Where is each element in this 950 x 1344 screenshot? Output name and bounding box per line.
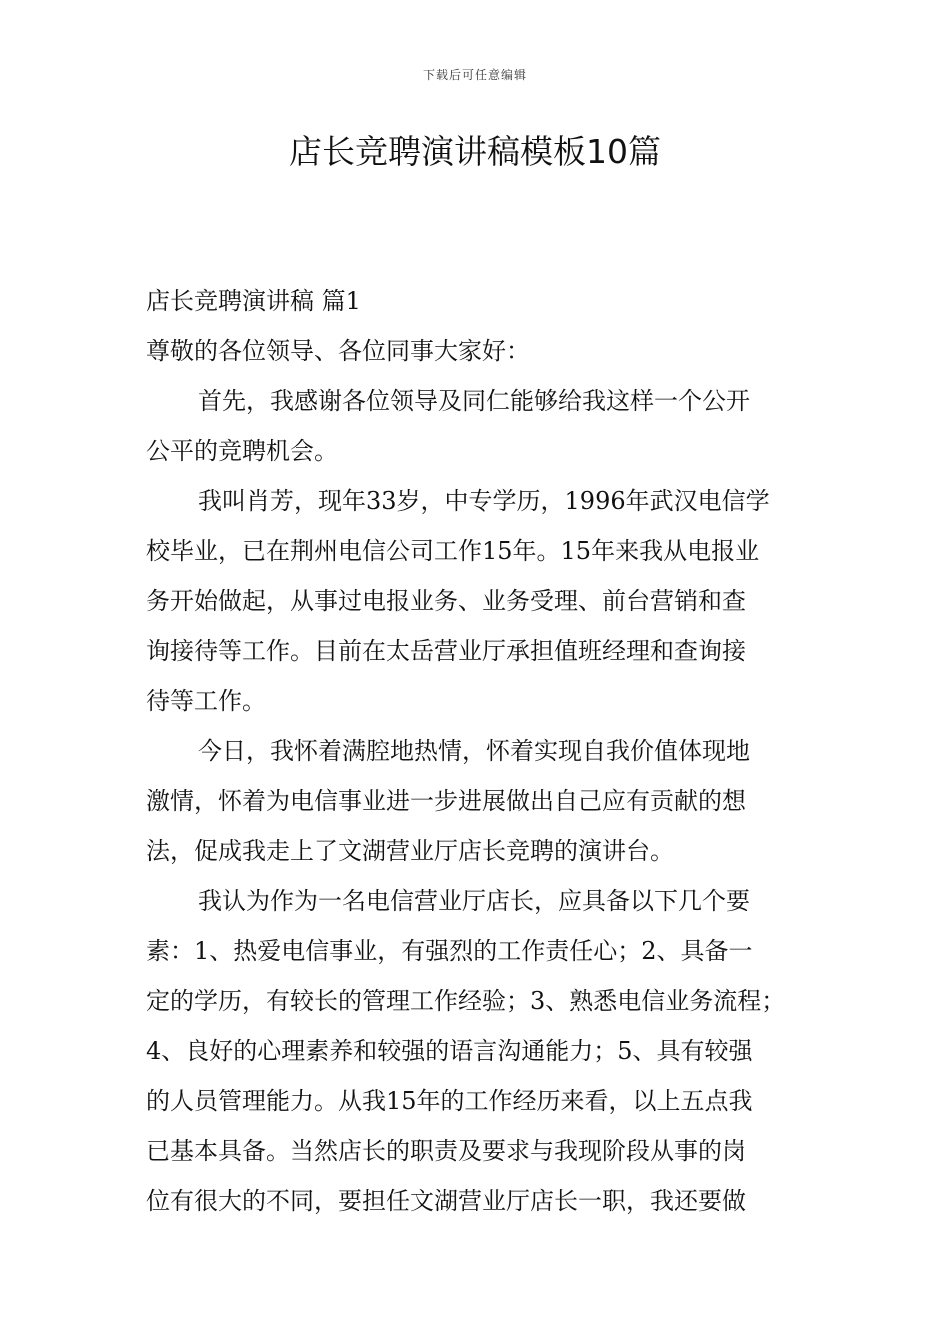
paragraph-line: 待等工作。 [146,687,266,715]
paragraph-line: 我认为作为一名电信营业厅店长，应具备以下几个要 [198,887,750,915]
paragraph-line: 今日，我怀着满腔地热情，怀着实现自我价值体现地 [198,737,750,765]
header-note: 下载后可任意编辑 [422,68,527,82]
paragraph-line: 校毕业，已在荆州电信公司工作15年。15年来我从电报业 [146,537,760,565]
paragraph-line: 4、良好的心理素养和较强的语言沟通能力；5、具有较强 [146,1037,753,1065]
paragraph-line: 我叫肖芳，现年33岁，中专学历，1996年武汉电信学 [198,487,770,515]
paragraph-line: 法，促成我走上了文湖营业厅店长竞聘的演讲台。 [146,837,674,865]
paragraph-line: 已基本具备。当然店长的职责及要求与我现阶段从事的岗 [146,1137,746,1165]
paragraph-line: 激情，怀着为电信事业进一步进展做出自己应有贡献的想 [146,787,746,815]
paragraph-line: 定的学历，有较长的管理工作经验；3、熟悉电信业务流程； [146,987,786,1015]
paragraph-line: 首先，我感谢各位领导及同仁能够给我这样一个公开 [198,387,750,415]
salutation: 尊敬的各位领导、各位同事大家好： [146,337,530,365]
paragraph-line: 务开始做起，从事过电报业务、业务受理、前台营销和查 [146,587,746,615]
section-heading: 店长竞聘演讲稿 篇1 [146,287,361,315]
paragraph-line: 素：1、热爱电信事业，有强烈的工作责任心；2、具备一 [146,937,753,965]
paragraph-line: 公平的竞聘机会。 [146,437,338,465]
document-title: 店长竞聘演讲稿模板10篇 [289,132,661,171]
document-body [146,276,808,1226]
paragraph-line: 询接待等工作。目前在太岳营业厅承担值班经理和查询接 [146,637,746,665]
paragraph-line: 的人员管理能力。从我15年的工作经历来看，以上五点我 [146,1087,753,1115]
paragraph-line: 位有很大的不同，要担任文湖营业厅店长一职，我还要做 [146,1187,746,1215]
